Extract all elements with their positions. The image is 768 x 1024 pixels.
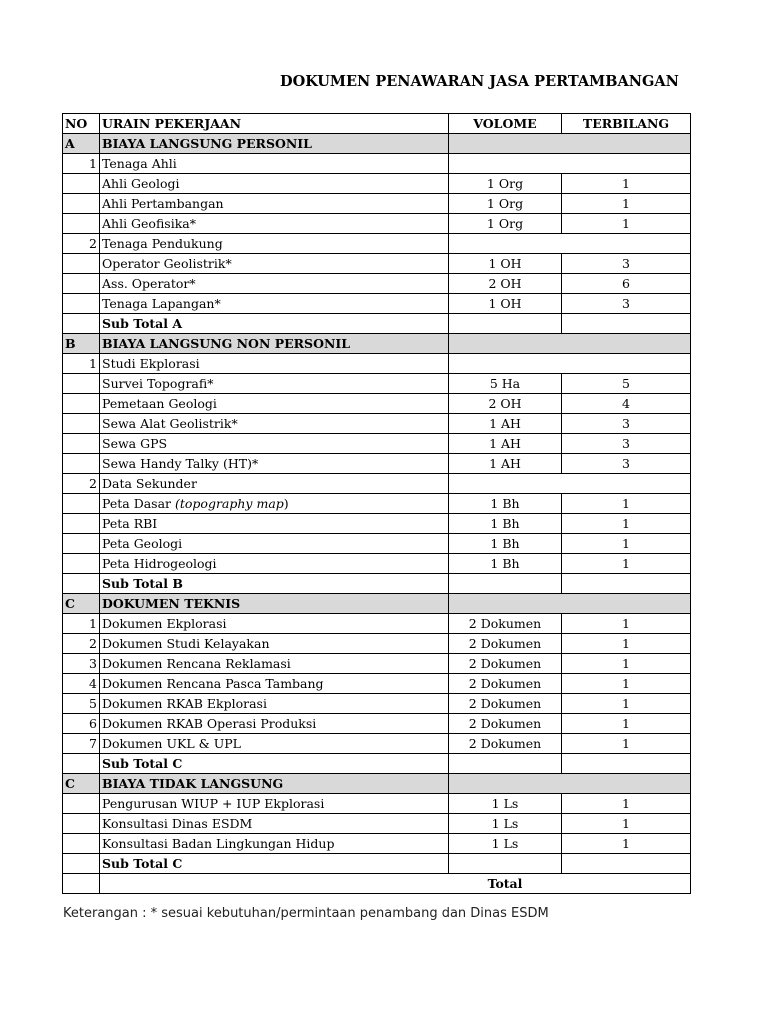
table-row xyxy=(63,414,691,434)
item-no: 2 xyxy=(63,634,100,654)
item-label: Dokumen Rencana Reklamasi xyxy=(100,654,449,674)
subtotal-label: Sub Total C xyxy=(100,754,449,774)
item-terbilang: 1 xyxy=(562,534,691,554)
item-label: Dokumen Rencana Pasca Tambang xyxy=(100,674,449,694)
item-terbilang: 1 xyxy=(562,654,691,674)
table-row xyxy=(63,214,691,234)
item-volume: 2 Dokumen xyxy=(449,674,562,694)
item-label: Sewa Handy Talky (HT)* xyxy=(100,454,449,474)
table-row xyxy=(63,674,691,694)
item-terbilang: 1 xyxy=(562,494,691,514)
section-code: C xyxy=(63,594,100,614)
group-spacer xyxy=(449,474,691,494)
item-terbilang: 6 xyxy=(562,274,691,294)
item-volume: 1 Org xyxy=(449,194,562,214)
item-label: Pengurusan WIUP + IUP Ekplorasi xyxy=(100,794,449,814)
table-row xyxy=(63,174,691,194)
item-no xyxy=(63,834,100,854)
table-row xyxy=(63,254,691,274)
item-label: Dokumen RKAB Operasi Produksi xyxy=(100,714,449,734)
group-label: Studi Ekplorasi xyxy=(100,354,449,374)
item-terbilang: 3 xyxy=(562,414,691,434)
header-uraian: URAIN PEKERJAAN xyxy=(100,114,449,134)
subtotal-terbilang xyxy=(562,854,691,874)
item-no xyxy=(63,514,100,534)
subtotal-row xyxy=(63,314,691,334)
subtotal-terbilang xyxy=(562,574,691,594)
item-terbilang: 1 xyxy=(562,734,691,754)
group-row xyxy=(63,474,691,494)
subtotal-label: Sub Total A xyxy=(100,314,449,334)
section-label: DOKUMEN TEKNIS xyxy=(100,594,449,614)
section-spacer xyxy=(449,594,691,614)
group-spacer xyxy=(449,354,691,374)
group-spacer xyxy=(449,234,691,254)
footnote: Keterangan : * sesuai kebutuhan/permintaan penambang dan Dinas ESDM xyxy=(63,906,549,921)
item-no: 1 xyxy=(63,614,100,634)
item-volume: 5 Ha xyxy=(449,374,562,394)
item-terbilang: 1 xyxy=(562,834,691,854)
section-code: C xyxy=(63,774,100,794)
subtotal-volume xyxy=(449,574,562,594)
item-volume: 1 Ls xyxy=(449,814,562,834)
item-volume: 1 AH xyxy=(449,414,562,434)
total-row xyxy=(63,874,691,894)
item-label: Ahli Pertambangan xyxy=(100,194,449,214)
item-no: 7 xyxy=(63,734,100,754)
table-row xyxy=(63,514,691,534)
header-volume: VOLOME xyxy=(449,114,562,134)
item-no xyxy=(63,374,100,394)
item-label: Operator Geolistrik* xyxy=(100,254,449,274)
subtotal-no xyxy=(63,854,100,874)
subtotal-no xyxy=(63,314,100,334)
item-terbilang: 3 xyxy=(562,294,691,314)
item-no xyxy=(63,434,100,454)
group-label: Data Sekunder xyxy=(100,474,449,494)
item-label: Konsultasi Dinas ESDM xyxy=(100,814,449,834)
table-row xyxy=(63,614,691,634)
item-label: Dokumen Ekplorasi xyxy=(100,614,449,634)
subtotal-row xyxy=(63,754,691,774)
item-volume: 1 Bh xyxy=(449,514,562,534)
section-spacer xyxy=(449,134,691,154)
item-terbilang: 1 xyxy=(562,814,691,834)
item-label: Ahli Geologi xyxy=(100,174,449,194)
item-no: 4 xyxy=(63,674,100,694)
table-row xyxy=(63,294,691,314)
table-row xyxy=(63,274,691,294)
item-terbilang: 3 xyxy=(562,434,691,454)
item-no xyxy=(63,814,100,834)
subtotal-volume xyxy=(449,314,562,334)
item-terbilang: 1 xyxy=(562,194,691,214)
group-label: Tenaga Pendukung xyxy=(100,234,449,254)
item-terbilang: 1 xyxy=(562,174,691,194)
item-volume: 1 Bh xyxy=(449,554,562,574)
item-no xyxy=(63,394,100,414)
group-spacer xyxy=(449,154,691,174)
group-no: 2 xyxy=(63,234,100,254)
item-volume: 1 Bh xyxy=(449,494,562,514)
item-label: Peta RBI xyxy=(100,514,449,534)
item-terbilang: 1 xyxy=(562,214,691,234)
item-no xyxy=(63,534,100,554)
section-code: B xyxy=(63,334,100,354)
header-no: NO xyxy=(63,114,100,134)
item-no: 5 xyxy=(63,694,100,714)
item-volume: 2 Dokumen xyxy=(449,714,562,734)
item-label: Pemetaan Geologi xyxy=(100,394,449,414)
item-no xyxy=(63,294,100,314)
group-row xyxy=(63,354,691,374)
item-label: Sewa Alat Geolistrik* xyxy=(100,414,449,434)
item-label: Konsultasi Badan Lingkungan Hidup xyxy=(100,834,449,854)
item-volume: 1 OH xyxy=(449,254,562,274)
offer-table xyxy=(62,113,691,894)
item-terbilang: 3 xyxy=(562,254,691,274)
item-label xyxy=(100,494,449,514)
table-row xyxy=(63,494,691,514)
item-label: Tenaga Lapangan* xyxy=(100,294,449,314)
group-row xyxy=(63,154,691,174)
item-label: Dokumen Studi Kelayakan xyxy=(100,634,449,654)
table-row xyxy=(63,794,691,814)
item-label-suffix: ) xyxy=(283,496,289,511)
section-label: BIAYA TIDAK LANGSUNG xyxy=(100,774,449,794)
header-terbilang: TERBILANG xyxy=(562,114,691,134)
subtotal-volume xyxy=(449,754,562,774)
item-no xyxy=(63,274,100,294)
item-terbilang: 1 xyxy=(562,634,691,654)
item-terbilang: 1 xyxy=(562,694,691,714)
table-row xyxy=(63,814,691,834)
item-no xyxy=(63,414,100,434)
item-terbilang: 1 xyxy=(562,674,691,694)
section-code: A xyxy=(63,134,100,154)
item-terbilang: 1 xyxy=(562,714,691,734)
item-volume: 1 OH xyxy=(449,294,562,314)
item-volume: 2 Dokumen xyxy=(449,734,562,754)
item-no xyxy=(63,454,100,474)
item-no xyxy=(63,214,100,234)
subtotal-terbilang xyxy=(562,754,691,774)
item-no xyxy=(63,794,100,814)
section-spacer xyxy=(449,334,691,354)
item-terbilang: 1 xyxy=(562,794,691,814)
item-volume: 1 AH xyxy=(449,454,562,474)
section-label: BIAYA LANGSUNG NON PERSONIL xyxy=(100,334,449,354)
item-volume: 1 Ls xyxy=(449,834,562,854)
item-label-italic: (topography map xyxy=(175,496,284,511)
table-row xyxy=(63,714,691,734)
total-spacer xyxy=(100,874,449,894)
section-row xyxy=(63,774,691,794)
item-no xyxy=(63,254,100,274)
item-volume: 2 OH xyxy=(449,274,562,294)
item-terbilang: 1 xyxy=(562,514,691,534)
subtotal-label: Sub Total C xyxy=(100,854,449,874)
group-label: Tenaga Ahli xyxy=(100,154,449,174)
section-row xyxy=(63,334,691,354)
item-label: Sewa GPS xyxy=(100,434,449,454)
item-no xyxy=(63,554,100,574)
item-label: Peta Geologi xyxy=(100,534,449,554)
subtotal-row xyxy=(63,574,691,594)
table-row xyxy=(63,834,691,854)
group-row xyxy=(63,234,691,254)
item-label: Dokumen UKL & UPL xyxy=(100,734,449,754)
group-no: 2 xyxy=(63,474,100,494)
table-row xyxy=(63,634,691,654)
item-volume: 2 Dokumen xyxy=(449,614,562,634)
total-no xyxy=(63,874,100,894)
item-label: Peta Hidrogeologi xyxy=(100,554,449,574)
item-no xyxy=(63,174,100,194)
table-row xyxy=(63,554,691,574)
subtotal-volume xyxy=(449,854,562,874)
section-label: BIAYA LANGSUNG PERSONIL xyxy=(100,134,449,154)
section-row xyxy=(63,134,691,154)
subtotal-row xyxy=(63,854,691,874)
table-row xyxy=(63,434,691,454)
item-volume: 1 Org xyxy=(449,214,562,234)
table-row xyxy=(63,734,691,754)
item-terbilang: 3 xyxy=(562,454,691,474)
item-volume: 1 Bh xyxy=(449,534,562,554)
table-row xyxy=(63,534,691,554)
table-row xyxy=(63,694,691,714)
item-terbilang: 5 xyxy=(562,374,691,394)
section-spacer xyxy=(449,774,691,794)
page-title: DOKUMEN PENAWARAN JASA PERTAMBANGAN xyxy=(280,73,679,90)
item-volume: 2 Dokumen xyxy=(449,694,562,714)
table-row xyxy=(63,374,691,394)
table-row xyxy=(63,654,691,674)
item-no xyxy=(63,194,100,214)
item-terbilang: 1 xyxy=(562,554,691,574)
item-volume: 2 Dokumen xyxy=(449,654,562,674)
table-row xyxy=(63,454,691,474)
item-label-text: Peta Dasar xyxy=(102,496,175,511)
item-volume: 2 OH xyxy=(449,394,562,414)
group-no: 1 xyxy=(63,354,100,374)
table-row xyxy=(63,394,691,414)
total-label: Total xyxy=(449,874,562,894)
table-row xyxy=(63,194,691,214)
section-row xyxy=(63,594,691,614)
item-volume: 2 Dokumen xyxy=(449,634,562,654)
subtotal-terbilang xyxy=(562,314,691,334)
item-volume: 1 Org xyxy=(449,174,562,194)
total-value xyxy=(562,874,691,894)
item-label: Ass. Operator* xyxy=(100,274,449,294)
subtotal-label: Sub Total B xyxy=(100,574,449,594)
table-header-row xyxy=(63,114,691,134)
item-volume: 1 Ls xyxy=(449,794,562,814)
item-no: 6 xyxy=(63,714,100,734)
item-label: Dokumen RKAB Ekplorasi xyxy=(100,694,449,714)
group-no: 1 xyxy=(63,154,100,174)
item-terbilang: 4 xyxy=(562,394,691,414)
item-label: Survei Topografi* xyxy=(100,374,449,394)
subtotal-no xyxy=(63,754,100,774)
item-no: 3 xyxy=(63,654,100,674)
table-body xyxy=(63,114,691,894)
subtotal-no xyxy=(63,574,100,594)
item-volume: 1 AH xyxy=(449,434,562,454)
item-no xyxy=(63,494,100,514)
item-terbilang: 1 xyxy=(562,614,691,634)
item-label: Ahli Geofisika* xyxy=(100,214,449,234)
